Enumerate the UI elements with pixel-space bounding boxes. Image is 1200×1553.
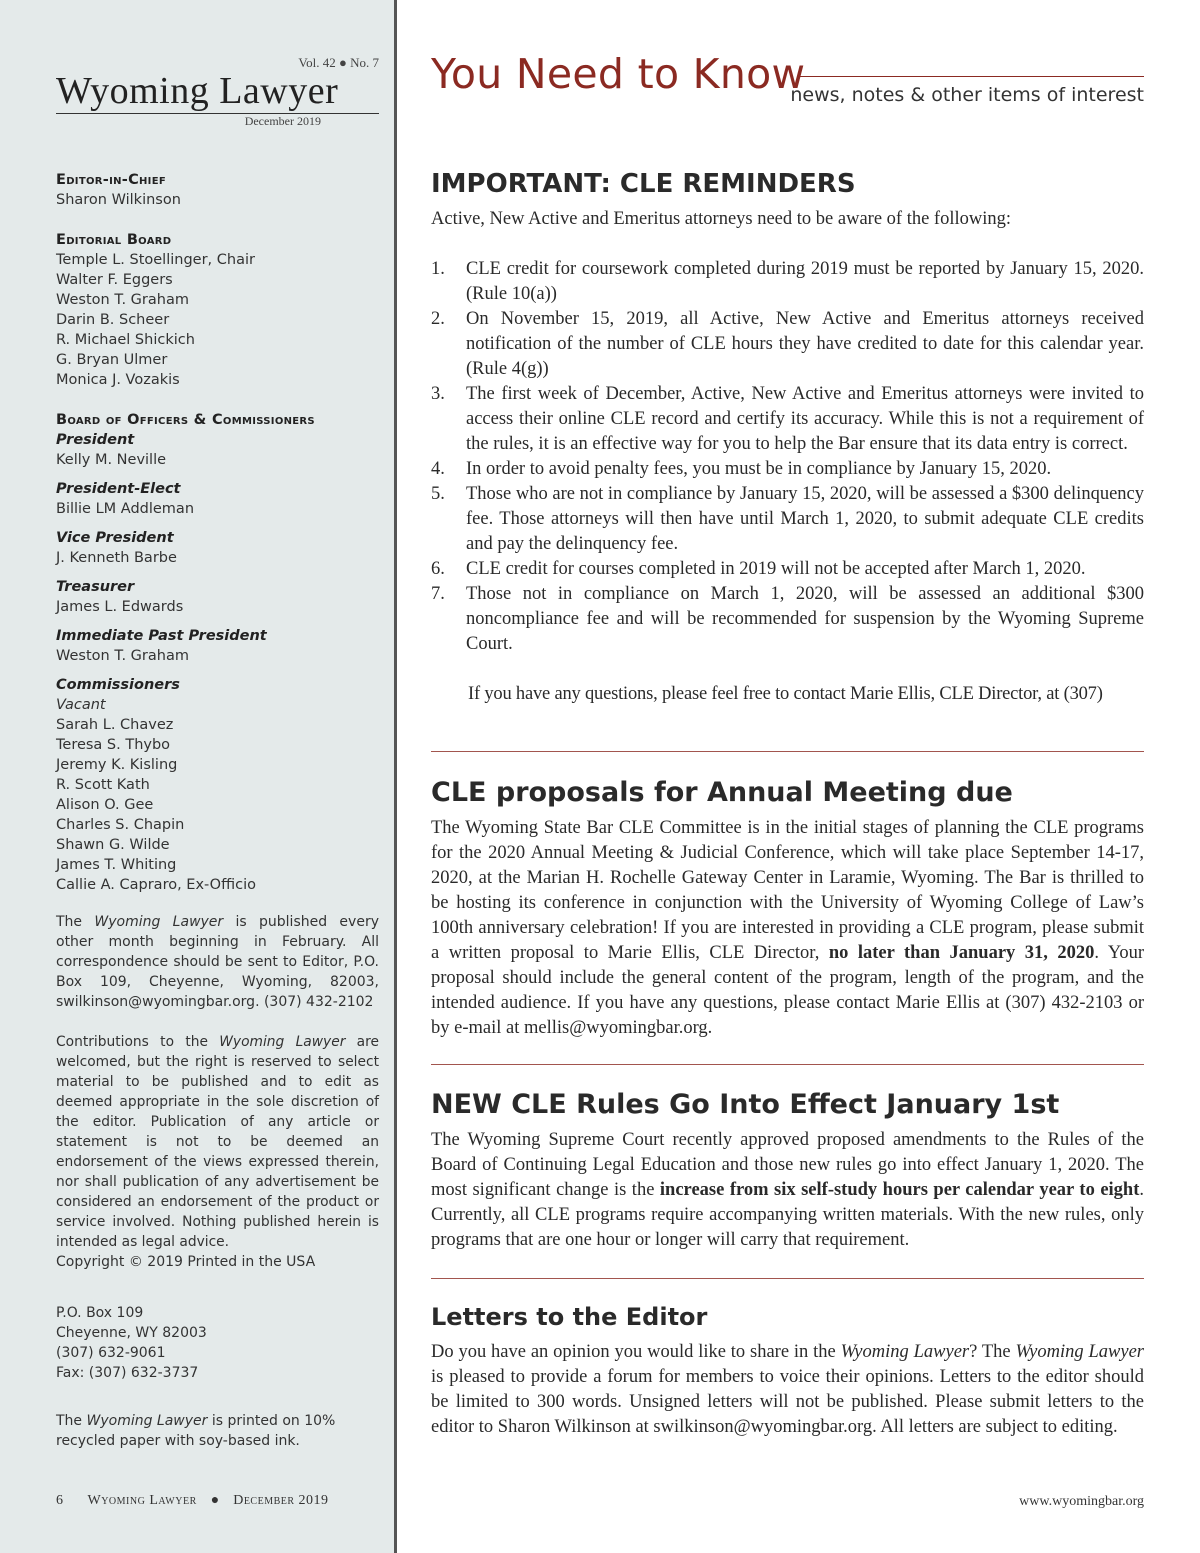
board-member: Temple L. Stoellinger, Chair [56, 252, 255, 268]
recycled-notice: The Wyoming Lawyer is printed on 10% recycled paper with soy-based ink. [56, 1413, 336, 1449]
list-item: 3. The first week of December, Active, New Active and Emeritus attorneys were invited to access their online CLE record and certify its accuracy. While this is not a requirement of the rules, it is an effective way for you to help the Bar ensure that its data entry is correct. [431, 384, 1144, 454]
officers-heading: Board of Officers & Commissioners [56, 412, 315, 428]
footer-issue: December 2019 [233, 1493, 329, 1508]
staff-list [56, 170, 381, 895]
new-rules-text: The Wyoming Supreme Court recently approved proposed amendments to the Rules of the Board of Continuing Legal Education and those new rules go into effect January 1, 2020. The most significant change is the increase from six self-study hours per calendar year to eight. Currently, all CLE programs require accompanying written materials. With the new rules, only programs that are one hour or longer will carry that requirement. [431, 1130, 1144, 1250]
commissioner-name: Alison O. Gee [56, 797, 154, 813]
publication-notice: The Wyoming Lawyer is published every other month beginning in February. All correspondence should be sent to Editor, P.O. Box 109, Cheyenne, Wyoming, 82003, swilkinson@wyomingbar.org. (307) 432-2102 [56, 914, 379, 1010]
letters-section [431, 1302, 1144, 1440]
contributions-notice: Contributions to the Wyoming Lawyer are welcomed, but the right is reserved to select material to be published and to edit as deemed appropriate in the sole discretion of the editor. Publication of any article or statement is not to be deemed an endorsement of the views expressed therein, nor shall publication of any advertisement be considered an endorsement of the product or service involved. Nothing published herein is intended as legal advice. [56, 1034, 379, 1250]
commissioners-heading: Commissioners [56, 677, 180, 693]
mailing-address: P.O. Box 109 Cheyenne, WY 82003 (307) 632-9061 Fax: (307) 632-3737 [56, 1305, 207, 1381]
page-subtitle: news, notes & other items of interest [790, 84, 1144, 106]
letters-text: Do you have an opinion you would like to share in the Wyoming Lawyer? The Wyoming Lawyer is pleased to provide a forum for members to voice their opinions. Letters to the editor should be limited to 300 words. Unsigned letters will not be published. Please submit letters to the editor to Sharon Wilkinson at swilkinson@wyomingbar.org. All letters are subject to editing. [431, 1342, 1144, 1437]
board-member: R. Michael Shickich [56, 332, 195, 348]
officer-name: Weston T. Graham [56, 648, 189, 664]
issue-date: December 2019 [244, 114, 321, 128]
commissioner-name: Teresa S. Thybo [56, 737, 171, 753]
new-rules-heading: NEW CLE Rules Go Into Effect January 1st [431, 1089, 1060, 1120]
cle-reminders-intro: Active, New Active and Emeritus attorneys need to be aware of the following: [431, 209, 1011, 229]
board-heading: Editorial Board [56, 232, 172, 248]
cle-reminders-heading: IMPORTANT: CLE REMINDERS [431, 169, 856, 199]
commissioner-name: Jeremy K. Kisling [56, 757, 178, 773]
page-number: 6 [56, 1493, 63, 1508]
masthead [56, 55, 379, 129]
annual-meeting-text: The Wyoming State Bar CLE Committee is in the initial stages of planning the CLE programs for the 2020 Annual Meeting & Judicial Conference, which will take place September 14-17, 2020, at the Marian H. Rochelle Gateway Center in Laramie, Wyoming. The Bar is thrilled to be hosting its conference in conjunction with the University of Wyoming College of Law’s 100th anniversary celebration! If you are interested in providing a CLE program, please submit a written proposal to Marie Ellis, CLE Director, no later than January 31, 2020. Your proposal should include the general content of the program, length of the program, and the intended audience. If you have any questions, please contact Marie Ellis at (307) 432-2103 or by e-mail at mellis@wyomingbar.org. [431, 818, 1144, 1038]
officer-name: James L. Edwards [56, 599, 184, 615]
board-member: Darin B. Scheer [56, 312, 170, 328]
board-member: Walter F. Eggers [56, 272, 173, 288]
annual-meeting-heading: CLE proposals for Annual Meeting due [431, 777, 1013, 808]
list-item: 5. Those who are not in compliance by January 15, 2020, will be assessed a $300 delinquency fee. Those attorneys will then have until March 1, 2020, to submit adequate CLE credits and pay the delinquency fee. [431, 484, 1144, 554]
list-item: 7. Those not in compliance on March 1, 2020, will be assessed an additional $300 noncompliance fee and will be recommended for suspension by the Wyoming Supreme Court. [431, 584, 1144, 654]
section-divider [431, 1278, 1144, 1279]
section-divider [431, 1064, 1144, 1065]
volume-number: Vol. 42 ● No. 7 [298, 55, 379, 70]
sidebar [0, 0, 397, 1553]
commissioner-vacant: Vacant [56, 697, 106, 713]
commissioner-name: James T. Whiting [56, 857, 177, 873]
new-rules-section [431, 1088, 1144, 1253]
board-member: G. Bryan Ulmer [56, 352, 168, 368]
commissioner-name: Sarah L. Chavez [56, 717, 174, 733]
officer-role: Treasurer [56, 579, 135, 595]
commissioner-name: Callie A. Capraro, Ex-Officio [56, 877, 256, 893]
officer-role: President [56, 432, 135, 448]
publication-title: Wyoming Lawyer [56, 71, 379, 114]
list-item: 2. On November 15, 2019, all Active, New Active and Emeritus attorneys received notification of the number of CLE hours they have credited to date for this calendar year. (Rule 4(g)) [431, 309, 1144, 379]
officer-name: Kelly M. Neville [56, 452, 167, 468]
list-item: 4. In order to avoid penalty fees, you must be in compliance by January 15, 2020. [431, 459, 1052, 479]
cle-reminders-section [431, 168, 1144, 707]
editor-heading: Editor-in-Chief [56, 172, 166, 188]
officer-role: Immediate Past President [56, 628, 267, 644]
officer-role: Vice President [56, 530, 174, 546]
cle-reminders-list [431, 257, 1144, 657]
list-item: 1. CLE credit for coursework completed during 2019 must be reported by January 15, 2020. (Rule 10(a)) [431, 259, 1144, 304]
cle-reminders-closing: If you have any questions, please feel free to contact Marie Ellis, CLE Director, at (307) [468, 684, 1103, 704]
title-rule [797, 76, 1144, 77]
page-title: You Need to Know [431, 50, 806, 98]
commissioner-name: Charles S. Chapin [56, 817, 185, 833]
annual-meeting-section [431, 776, 1144, 1041]
editor-name: Sharon Wilkinson [56, 192, 181, 208]
footer-publication: Wyoming Lawyer [87, 1493, 197, 1508]
officer-name: J. Kenneth Barbe [56, 550, 177, 566]
commissioner-name: R. Scott Kath [56, 777, 150, 793]
section-divider [431, 751, 1144, 752]
footer-left [56, 1493, 329, 1509]
copyright: Copyright © 2019 Printed in the USA [56, 1254, 316, 1270]
website-link[interactable]: www.wyomingbar.org [1019, 1494, 1144, 1509]
board-member: Weston T. Graham [56, 292, 189, 308]
commissioner-name: Shawn G. Wilde [56, 837, 170, 853]
list-item: 6. CLE credit for courses completed in 2019 will not be accepted after March 1, 2020. [431, 559, 1086, 579]
officer-role: President-Elect [56, 481, 181, 497]
board-member: Monica J. Vozakis [56, 372, 180, 388]
footer-bullet: ● [210, 1493, 220, 1508]
officer-name: Billie LM Addleman [56, 501, 195, 517]
letters-heading: Letters to the Editor [431, 1303, 708, 1331]
